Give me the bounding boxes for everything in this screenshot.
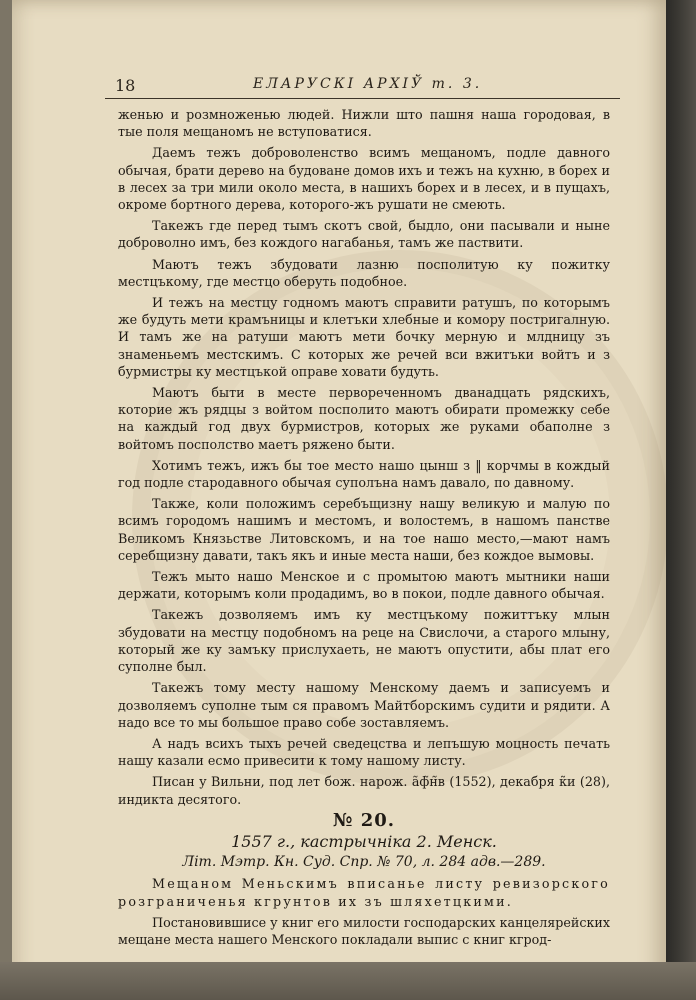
paragraph: женью и розмноженью людей. Нижли што пашня наша городовая, в тые поля мещаномъ не вступоватися. <box>118 107 610 140</box>
document-number: № 20. <box>332 809 396 831</box>
paragraph: Также, коли положимъ серебъщизну нашу великую и малую по всимъ городомъ нашимъ и местомъ, и волостемъ, в нашомъ панстве Великомъ Князьстве Литовскомъ, и на тое нашо место,—мают намъ серебщизну давати, такъ якъ и иные места наши, без кождое вымовы. <box>118 496 610 563</box>
paragraph: А надъ всихъ тыхъ речей сведецства и лепъшую моцность печать нашу казали есмо привесити к тому нашому листу. <box>118 735 610 769</box>
paragraph: И тежъ на местцу годномъ маютъ справити ратушъ, по которымъ же будуть мети крамъницы и клетъки хлебные и комору постригалную. И тамъ же на ратуши маютъ мети бочку мерную и млдницу зъ знаменьемъ местскимъ. С которых же речей вси вжитъки войтъ и з бурмистры ку местцъкой оправе ховати будуть. <box>118 295 610 379</box>
document-title-paragraph: Мещаном Меньскимъ вписанье листу ревизорского розграниченья кгрунтов их зъ шляхетцкими. <box>118 876 610 909</box>
paragraph: Маютъ быти в месте первореченномъ дванадцать рядскихъ, которие жъ рядцы з войтом посполито маютъ обирати промежку себе на каждый год двух бурмистров, которых же руками обаполне з войтомъ посполство маетъ ряжено быти. <box>118 385 610 452</box>
paragraph: Такежъ дозволяемъ имъ ку местцъкому пожиттъку млын збудовати на местцу подобномъ на реце на Свислочи, а старого млыну, который же ку замъку прислухаеть, не маютъ опустити, абы плат его суполне был. <box>118 607 610 675</box>
paragraph: Такежъ тому месту нашому Менскому даемъ и записуемъ и дозволяемъ суполне тым ся правомъ Майтборскимъ судити и рядити. А надо все то мы большое право собе зоставляемъ. <box>118 680 610 730</box>
paragraph: Такежъ где перед тымъ скотъ свой, быдло, они пасывали и ныне доброволно имъ, без кождого нагабанья, тамъ же паствити. <box>118 218 610 251</box>
scan-background-bottom <box>0 962 696 1000</box>
page-number: 18 <box>115 76 136 95</box>
paragraph: Тежъ мыто нашо Менское и с промытою маютъ мытники наши держати, которымъ коли продадимъ, во в покои, подле давного обычая. <box>118 569 610 602</box>
paragraph: Маютъ тежъ збудовати лазню посполитую ку пожитку местцъкому, где местцо оберуть подобное. <box>118 256 610 289</box>
running-title: ЕЛАРУСКІ АРХІЎ т. 3. <box>253 76 483 92</box>
paragraph: Постановившисе у книг его милости господарских канцелярейских мещане места нашего Менского покладали выпис с книг кгрод- <box>118 914 610 947</box>
book-spine-edge <box>666 0 696 1000</box>
paragraph: Хотимъ тежъ, ижъ бы тое место нашо цынш з ‖ корчмы в кождый год подле стародавного обычая суполъна намъ давало, по давному. <box>118 457 610 491</box>
paragraph: Писан у Вильни, под лет бож. нарож. а̃ф̃н̃в (1552), декабря к̃и (28), индикта десятого. <box>118 774 610 807</box>
page-body-text <box>118 106 610 952</box>
document-date: 1557 г., кастрычніка 2. Менск. <box>231 831 497 851</box>
paragraph: Даемъ тежъ доброволенство всимъ мещаномъ, подле давного обычая, брати дерево на будоване домов ихъ и тежъ на кухню, в борех и в лесех за три мили около места, в нашихъ борех и в лесех, и в пущахъ, окроме бортного дерева, которого-жъ рушати не смеють. <box>118 145 610 213</box>
page-header <box>105 70 620 99</box>
document-source: Літ. Мэтр. Кн. Суд. Спр. № 70, л. 284 адв.—289. <box>182 854 546 871</box>
